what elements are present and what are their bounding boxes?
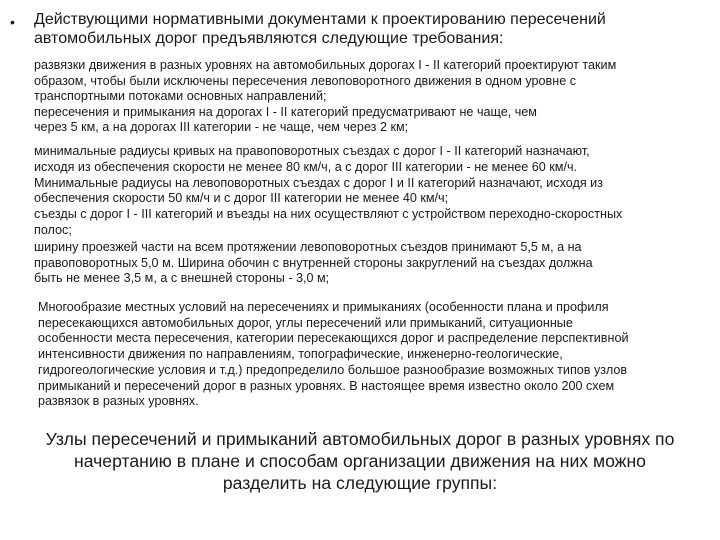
- text-line: минимальные радиусы кривых на правоповоротных съездах с дорог I - II категорий назначают,: [34, 144, 590, 158]
- requirements-block-widths: [34, 240, 710, 287]
- text-line: быть не менее 3,5 м, а с внешней стороны - 3,0 м;: [34, 271, 330, 286]
- text-line: съезды с дорог I - III категорий и въезды на них осуществляют с устройством переходно-скоростных: [34, 207, 623, 222]
- text-line: обеспечения скорости 50 км/ч и с дорог III категории не менее 40 км/ч;: [34, 191, 449, 206]
- text-line: транспортными потоками основных направлений;: [34, 89, 327, 104]
- diversity-paragraph: [38, 300, 714, 410]
- text-line: исходя из обеспечения скорости не менее 80 км/ч, а с дорог III категории - не менее 60 км/ч.: [34, 159, 578, 174]
- text-line: образом, чтобы были исключены пересечения левоповоротного движения в одном уровне с: [34, 73, 576, 88]
- intro-statement: [34, 10, 714, 48]
- text-line: особенности места пересечения, категории пересекающихся дорог и распределение перспективной: [38, 331, 629, 346]
- bullet-marker: •: [10, 14, 15, 30]
- text-line: примыканий и пересечений дорог в разных уровнях. В настоящее время известно около 200 схем: [38, 378, 615, 393]
- text-line: ширину проезжей части на всем протяжении левоповоротных съездов принимают 5,5 м, а на: [34, 240, 582, 254]
- intro-line: автомобильных дорог предъявляются следующие требования:: [34, 30, 504, 47]
- text-line: через 5 км, а на дорогах III категории - не чаще, чем через 2 км;: [34, 120, 409, 135]
- intro-line: Действующими нормативными документами к проектированию пересечений: [34, 11, 606, 28]
- text-line: развязок в разных уровнях.: [38, 394, 199, 409]
- text-line: полос;: [34, 222, 72, 237]
- requirements-block-radii: [34, 144, 710, 239]
- heading-line: разделить на следующие группы:: [222, 473, 498, 493]
- requirements-block-interchanges: [34, 58, 710, 136]
- text-line: развязки движения в разных уровнях на автомобильных дорогах I - II категорий проектируют таким: [34, 58, 617, 72]
- text-line: интенсивности движения по направлениям, топографические, инженерно-геологические,: [38, 347, 563, 362]
- text-line: гидрогеологические условия и т.д.) предопределило большое разнообразие возможных типов узлов: [38, 362, 628, 377]
- text-line: пересекающихся автомобильных дорог, углы пересечений или примыканий, ситуационные: [38, 315, 573, 330]
- groups-heading: [20, 428, 700, 494]
- text-line: Минимальные радиусы на левоповоротных съездах с дорог I и II категорий назначают, исходя из: [34, 175, 603, 190]
- heading-line: начертанию в плане и способам организации движения на них можно: [74, 451, 646, 471]
- text-line: пересечения и примыкания на дорогах I - II категорий предусматривают не чаще, чем: [34, 104, 537, 119]
- text-line: Многообразие местных условий на пересечениях и примыканиях (особенности плана и профиля: [38, 300, 609, 314]
- text-line: правоповоротных 5,0 м. Ширина обочин с внутренней стороны закруглений на съездах должна: [34, 255, 593, 270]
- heading-line: Узлы пересечений и примыканий автомобильных дорог в разных уровнях по: [45, 429, 675, 449]
